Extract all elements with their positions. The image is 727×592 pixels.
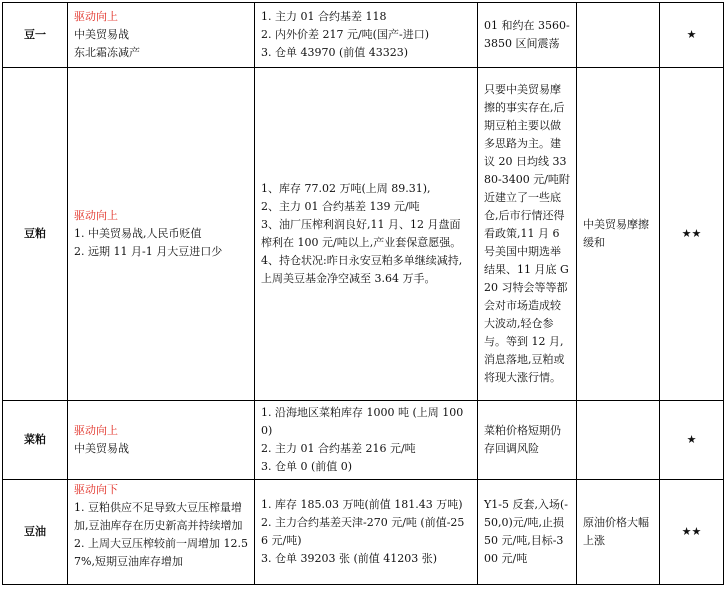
fundamentals-cell — [255, 401, 478, 480]
risk-cell — [577, 401, 660, 480]
fundamentals-cell — [255, 3, 478, 68]
driver-item: 中美贸易战 — [74, 28, 129, 41]
fundamentals-cell — [255, 480, 478, 585]
driver-item: 2. 上周大豆压榨较前一周增加 12.57%,短期豆油库存增加 — [74, 537, 248, 568]
commodity-name: 豆粕 — [3, 68, 68, 401]
driver-cell — [68, 401, 255, 480]
risk-cell: 原油价格大幅上涨 — [577, 480, 660, 585]
driver-title: 驱动向上 — [74, 209, 118, 222]
driver-item: 1. 中美贸易战,人民币贬值 — [74, 227, 202, 240]
fundamental-item: 1. 主力 01 合约基差 118 — [261, 10, 387, 23]
fundamental-item: 2. 主力合约基差天津-270 元/吨 (前值-256 元/吨) — [261, 516, 465, 547]
fundamental-item: 1. 沿海地区菜粕库存 1000 吨 (上周 1000) — [261, 406, 464, 437]
strategy-cell: 01 和约在 3560-3850 区间震荡 — [478, 3, 577, 68]
strategy-cell: Y1-5 反套,入场(-50,0)元/吨,止损 50 元/吨,目标-300 元/吨 — [478, 480, 577, 585]
fundamental-item: 2. 主力 01 合约基差 216 元/吨 — [261, 442, 416, 455]
commodity-analysis-table — [2, 2, 724, 585]
fundamental-item: 2. 内外价差 217 元/吨(国产-进口) — [261, 28, 429, 41]
table-row-soybean-oil — [3, 480, 724, 585]
fundamental-item: 1. 库存 185.03 万吨(前值 181.43 万吨) — [261, 498, 463, 511]
risk-cell: 中美贸易摩擦缓和 — [577, 68, 660, 401]
commodity-name: 豆油 — [3, 480, 68, 585]
commodity-name: 菜粕 — [3, 401, 68, 480]
fundamental-item: 3. 仓单 43970 (前值 43323) — [261, 46, 409, 59]
driver-item: 中美贸易战 — [74, 442, 129, 455]
fundamental-item: 4、持仓状况:昨日永安豆粕多单继续减持,上周美豆基金净空减至 3.64 万手。 — [261, 254, 463, 285]
risk-cell — [577, 3, 660, 68]
driver-title: 驱动向上 — [74, 10, 118, 23]
strategy-cell: 菜粕价格短期仍存回调风险 — [478, 401, 577, 480]
rating-stars: ★ — [660, 3, 724, 68]
commodity-name: 豆一 — [3, 3, 68, 68]
driver-cell — [68, 3, 255, 68]
table-row-rapeseed-meal — [3, 401, 724, 480]
fundamentals-cell — [255, 68, 478, 401]
driver-item: 东北霜冻减产 — [74, 46, 140, 59]
strategy-cell: 只要中美贸易摩擦的事实存在,后期豆粕主要以做多思路为主。建议 20 日均线 3380-3400 元/吨附近建立了一些底仓,后市行情还得看政策,11 月 6 号美国中期选举结果、11 月底 G20 习特会等等都会对市场造成较大波动,轻仓参与。等到 12 月,消息落地,豆粕或将现大涨行情。 — [478, 68, 577, 401]
driver-cell — [68, 480, 255, 585]
fundamental-item: 3、油厂压榨利润良好,11 月、12 月盘面榨利在 100 元/吨以上,产业套保意愿强。 — [261, 218, 462, 249]
rating-stars: ★ — [660, 401, 724, 480]
table-row-soybean-one — [3, 3, 724, 68]
driver-cell — [68, 68, 255, 401]
table-row-soymeal — [3, 68, 724, 401]
rating-stars: ★★ — [660, 480, 724, 585]
driver-item: 2. 远期 11 月-1 月大豆进口少 — [74, 245, 223, 258]
rating-stars: ★★ — [660, 68, 724, 401]
fundamental-item: 2、主力 01 合约基差 139 元/吨 — [261, 200, 420, 213]
driver-title: 驱动向下 — [74, 483, 118, 496]
fundamental-item: 3. 仓单 39203 张 (前值 41203 张) — [261, 552, 438, 565]
driver-title: 驱动向上 — [74, 424, 118, 437]
fundamental-item: 3. 仓单 0 (前值 0) — [261, 460, 353, 473]
driver-item: 1. 豆粕供应不足导致大豆压榨量增加,豆油库存在历史新高并持续增加 — [74, 501, 243, 532]
fundamental-item: 1、库存 77.02 万吨(上周 89.31), — [261, 182, 431, 195]
